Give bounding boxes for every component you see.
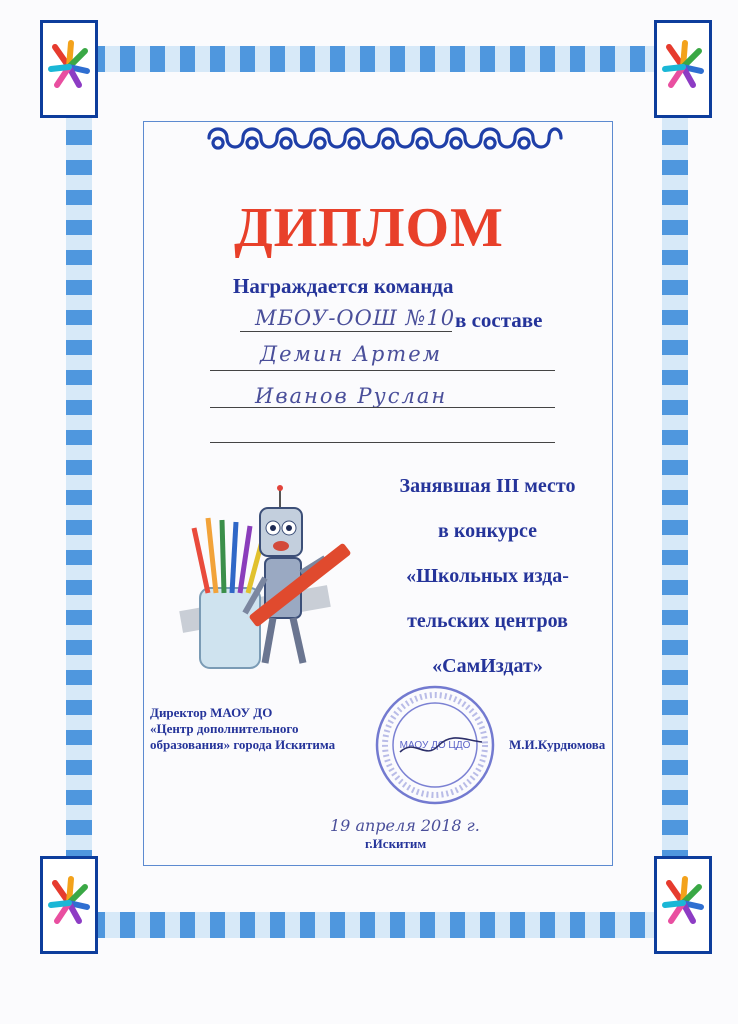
robot-with-pencils-illustration — [160, 478, 360, 688]
bottom-checkered-border — [90, 912, 660, 938]
corner-logo-bottom-left — [40, 856, 98, 954]
diploma-title: ДИПЛОМ — [234, 197, 504, 259]
signer-line: образования» города Искитима — [150, 737, 336, 752]
team-underline — [240, 331, 452, 332]
in-team-text: в составе — [455, 308, 543, 332]
place-line: «СамИздат» — [432, 655, 543, 677]
member-name: Иванов Руслан — [255, 384, 448, 408]
director-name: М.И.Курдюмова — [509, 737, 606, 752]
place-line: «Школьных изда- — [406, 565, 569, 587]
member-name: Демин Артем — [260, 342, 443, 366]
signer-title — [150, 705, 370, 753]
member-underline — [210, 370, 555, 371]
place-line: тельских центров — [407, 610, 568, 632]
splash-logo-icon — [659, 37, 707, 93]
top-checkered-border — [90, 46, 660, 72]
awarded-text: Награждается команда — [233, 274, 454, 298]
round-seal-stamp — [370, 680, 500, 810]
corner-logo-top-right — [654, 20, 712, 118]
decorative-ornament — [205, 122, 565, 154]
splash-logo-icon — [45, 873, 93, 929]
empty-member-underline — [210, 442, 555, 443]
signer-line: Директор МАОУ ДО — [150, 705, 273, 720]
splash-logo-icon — [659, 873, 707, 929]
place-line: Занявшая III место — [399, 475, 576, 497]
corner-logo-top-left — [40, 20, 98, 118]
place-line: в конкурсе — [438, 520, 537, 542]
splash-logo-icon — [45, 37, 93, 93]
team-handwritten: МБОУ-ООШ №10 — [255, 306, 456, 330]
member-underline — [210, 407, 555, 408]
city-name: г.Искитим — [365, 836, 427, 851]
date-handwritten: 19 апреля 2018 г. — [330, 816, 480, 835]
place-text-block — [360, 464, 615, 689]
signer-line: «Центр дополнительного — [150, 721, 299, 736]
corner-logo-bottom-right — [654, 856, 712, 954]
stamp-center-text: МАОУ ДО ЦДО — [399, 740, 471, 751]
